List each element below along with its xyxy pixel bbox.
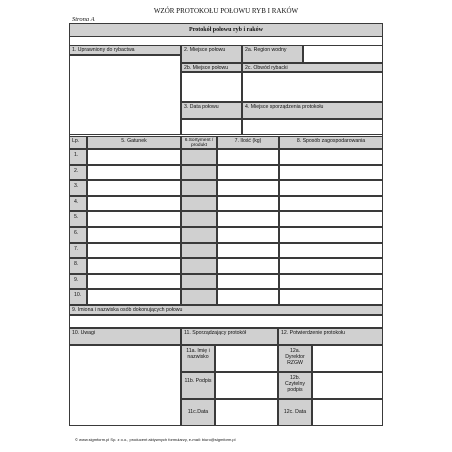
col-ilosc: 7. Ilość (kg) (217, 136, 279, 149)
field-2b-value[interactable] (181, 72, 242, 102)
field-9-value[interactable] (69, 315, 383, 328)
field-12a-value[interactable] (312, 345, 383, 372)
table-cell[interactable] (279, 274, 383, 290)
table-cell[interactable] (279, 165, 383, 181)
table-cell[interactable] (217, 196, 279, 212)
table-row-number: 10. (69, 289, 87, 305)
table-cell[interactable] (181, 258, 217, 274)
field-10-label: 10. Uwagi (69, 328, 181, 345)
field-9-label: 9. Imiona i nazwiska osób dokonujących połowu (69, 305, 383, 315)
table-cell[interactable] (279, 149, 383, 165)
table-cell[interactable] (217, 211, 279, 227)
table-cell[interactable] (87, 196, 181, 212)
table-cell[interactable] (217, 243, 279, 259)
table-cell[interactable] (279, 289, 383, 305)
table-cell[interactable] (279, 258, 383, 274)
table-cell[interactable] (217, 274, 279, 290)
field-10-value[interactable] (69, 345, 181, 426)
form-title: WZÓR PROTOKOŁU POŁOWU RYB I RAKÓW (153, 7, 299, 15)
field-11a-value[interactable] (215, 345, 278, 372)
field-2a-value[interactable] (303, 45, 383, 63)
table-cell[interactable] (217, 180, 279, 196)
table-cell[interactable] (217, 289, 279, 305)
table-cell[interactable] (279, 196, 383, 212)
footer-text: © www.sigmform.pl Sp. z o.o., producent aktywnych formularzy, e-mail: biuro@sigmform.pl (75, 437, 236, 442)
table-cell[interactable] (181, 243, 217, 259)
table-row-number: 4. (69, 196, 87, 212)
field-4-label: 4. Miejsce sporządzenia protokołu (242, 102, 383, 119)
table-cell[interactable] (181, 211, 217, 227)
field-12c-value[interactable] (312, 399, 383, 426)
field-11c-label: 11c.Data (181, 399, 215, 426)
table-cell[interactable] (181, 196, 217, 212)
table-cell[interactable] (279, 180, 383, 196)
table-row-number: 9. (69, 274, 87, 290)
field-2c-value[interactable] (242, 72, 383, 102)
table-cell[interactable] (181, 289, 217, 305)
form-heading: Protokół połowu ryb i raków (69, 23, 383, 37)
field-11a-label: 11a. Imię i nazwisko (181, 345, 215, 372)
table-row-number: 8. (69, 258, 87, 274)
table-cell[interactable] (87, 243, 181, 259)
table-cell[interactable] (181, 165, 217, 181)
col-sortyment: 6.Sortyment / produkt (181, 136, 217, 149)
field-12a-label: 12a. Dyrektor RZGW (278, 345, 312, 372)
table-row-number: 7. (69, 243, 87, 259)
field-2b-label: 2b. Miejsce połowu (181, 63, 242, 72)
field-3-value[interactable] (181, 119, 242, 135)
field-12c-label: 12c. Data (278, 399, 312, 426)
col-lp: Lp. (69, 136, 87, 149)
table-cell[interactable] (87, 227, 181, 243)
table-cell[interactable] (87, 258, 181, 274)
field-11c-value[interactable] (215, 399, 278, 426)
table-cell[interactable] (87, 289, 181, 305)
table-cell[interactable] (87, 149, 181, 165)
col-gatunek: 5. Gatunek (87, 136, 181, 149)
field-12-label: 12. Potwierdzenie protokołu (278, 328, 383, 345)
field-11b-value[interactable] (215, 372, 278, 399)
field-11-label: 11. Sporządzający protokół (181, 328, 278, 345)
field-2a-label: 2a. Region wodny (242, 45, 303, 63)
table-row-number: 1. (69, 149, 87, 165)
table-cell[interactable] (217, 149, 279, 165)
field-11b-label: 11b. Podpis (181, 372, 215, 399)
table-cell[interactable] (87, 274, 181, 290)
field-12b-value[interactable] (312, 372, 383, 399)
table-cell[interactable] (87, 165, 181, 181)
col-sposob: 8. Sposób zagospodarowania (279, 136, 383, 149)
table-cell[interactable] (181, 149, 217, 165)
field-1-value[interactable] (69, 55, 181, 135)
field-2-label: 2. Miejsce połowu (181, 45, 242, 63)
field-4-value[interactable] (242, 119, 383, 135)
table-cell[interactable] (181, 274, 217, 290)
table-cell[interactable] (181, 227, 217, 243)
table-cell[interactable] (87, 180, 181, 196)
table-cell[interactable] (217, 227, 279, 243)
table-cell[interactable] (279, 227, 383, 243)
table-row-number: 5. (69, 211, 87, 227)
table-row-number: 6. (69, 227, 87, 243)
field-1-label: 1. Uprawniony do rybactwa (69, 45, 181, 55)
table-cell[interactable] (217, 165, 279, 181)
page-label: Strona A (72, 16, 95, 23)
table-cell[interactable] (87, 211, 181, 227)
table-cell[interactable] (181, 180, 217, 196)
table-row-number: 3. (69, 180, 87, 196)
table-cell[interactable] (217, 258, 279, 274)
field-3-label: 3. Data połowu (181, 102, 242, 119)
table-cell[interactable] (279, 211, 383, 227)
table-cell[interactable] (279, 243, 383, 259)
field-12b-label: 12b. Czytelny podpis (278, 372, 312, 399)
field-2c-label: 2c. Obwód rybacki (242, 63, 383, 72)
table-row-number: 2. (69, 165, 87, 181)
